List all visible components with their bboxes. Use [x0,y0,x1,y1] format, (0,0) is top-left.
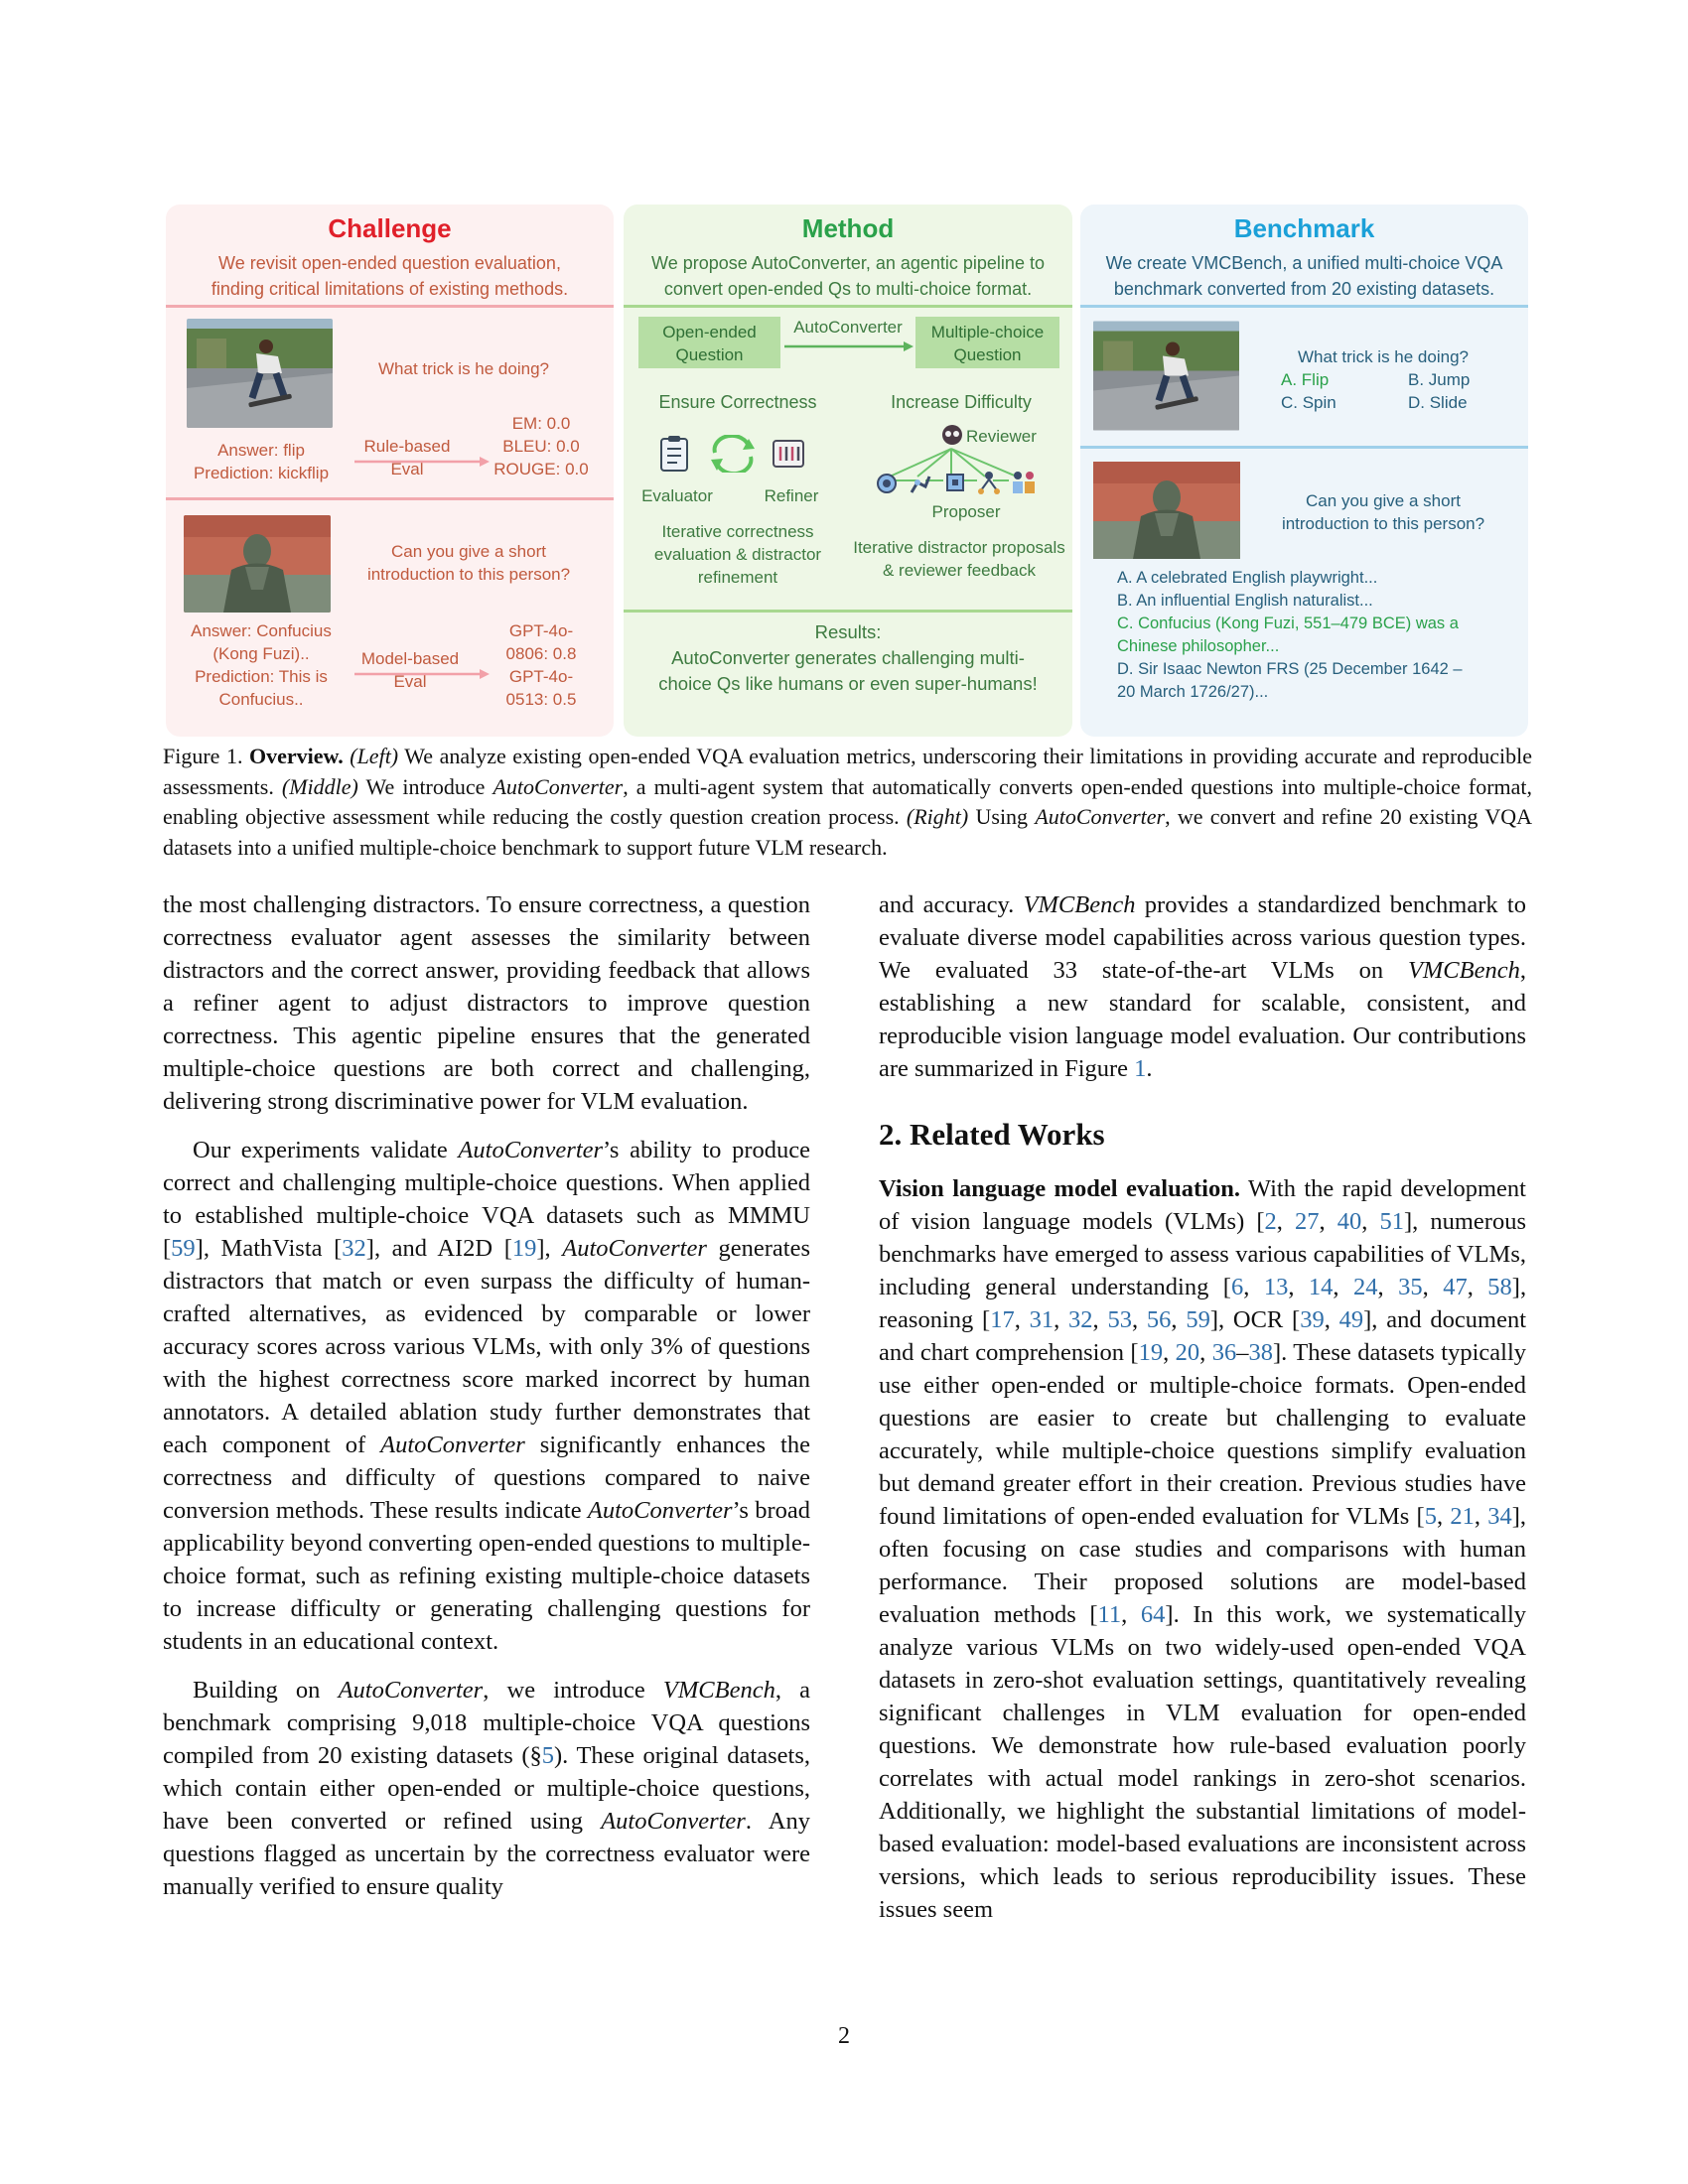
text-run: , a multi-agent system that automatically converts open-ended questions into multiple-choice format, enabling objective assessment while reducing the costly question creation process. [163,773,1533,829]
citation-link[interactable]: 31 [1029,1306,1055,1333]
proposer-label: Proposer [931,502,1001,521]
ex1-metrics: EM: 0.0 BLEU: 0.0 ROUGE: 0.0 [493,414,589,478]
text-run: ]. In this work, we systematically analyze various VLMs on two widely-used open-ended VQA datasets in zero-shot evaluation settings, quantitatively revealing significant challenges in VLM evaluation for open-ended questions. We demonstrate how rule-based evaluation poorly correlates with actual model rankings in zero-shot scenarios. Additionally, we highlight the substantial limitations of model-based evaluation: model-based evaluations are inconsistent across versions, which leads to serious reproducibility issues. These issues seem [879,1601,1526,1923]
ensure-correctness-title: Ensure Correctness [658,392,817,412]
citation-link[interactable]: 59 [1186,1306,1210,1333]
refresh-cycle-icon [705,435,761,473]
confucius-statue-photo [184,515,331,613]
text-run: (Left) [350,744,399,768]
citation-link[interactable]: 14 [1308,1274,1334,1300]
text-run: ). These original datasets, which contain either open-ended or multiple-choice questions, have been converted or refined using [163,1742,810,1835]
citation-link[interactable]: 11 [1097,1601,1122,1628]
q2-question: Can you give a short introduction to this person? [1281,491,1485,533]
text-run: , we convert and refine 20 existing VQA datasets into a unified multiple-choice benchmark to support future VLM research. [163,804,1533,860]
text-run: AutoConverter [1035,804,1166,829]
q1-option-a: A. Flip [1281,370,1330,389]
citation-link[interactable]: 5 [541,1742,555,1769]
text-run: ’s broad applicability beyond converting open-ended questions to multiple-choice format, such as refining existing multiple-choice datasets to increase difficulty or generating challenging questions for students in an educational context. [163,1497,810,1655]
citation-link[interactable]: 5 [1424,1503,1437,1530]
citation-link[interactable]: 19 [511,1235,537,1262]
text-run: We analyze existing open-ended VQA evaluation metrics, underscoring their limitations in providing accurate and reproducible assessments. [163,744,1533,799]
text-run: ], often focusing on case studies and comparisons with human performance. Their proposed solutions are model-based evaluation methods [ [879,1503,1526,1628]
text-run: (Middle) [281,773,358,799]
q2-option-b: B. An influential English naturalist... [1117,592,1373,610]
network-icon [977,471,1001,496]
q2-option-d-cont: 20 March 1726/27)... [1117,683,1269,701]
text-run: AutoConverter [587,1497,733,1524]
citation-link[interactable]: 39 [1300,1306,1325,1333]
text-run: ’s ability to produce correct and challenging multiple-choice questions. When applied to established multiple-choice VQA datasets such as MMMU [ [163,1137,810,1262]
text-run: and accuracy. [879,891,1024,918]
citation-link[interactable]: 35 [1398,1274,1423,1300]
rule-based-eval-label: Rule-based Eval [363,437,451,478]
paragraph [879,888,1526,1085]
method-title: Method [801,213,895,243]
ex2-answer: Answer: Confucius (Kong Fuzi).. Prediction: This is Confucius.. [191,621,332,709]
text-run: AutoConverter [458,1137,604,1163]
citation-link[interactable]: 6 [1230,1274,1244,1300]
text-run: AutoConverter [380,1432,525,1458]
challenge-subtitle: We revisit open-ended question evaluation, finding critical limitations of existing methods. [211,253,569,299]
text-run: ], [536,1235,563,1262]
text-run: ], and document and chart comprehension [ [879,1306,1526,1366]
paragraph: Vision language model evaluation. With the rapid development of vision language models (VLMs) [2, 27, 40, 51], numerous benchmarks have emerged to assess various capabilities of VLMs, including general understanding [6, 13, 14, 24, 35, 47, 58], reasoning [17, 31, 32, 53, 56, 59], OCR [39, 49], and document and chart comprehension [19, 20, 36–38]. These datasets typically use either open-ended or multiple-choice formats. Open-ended questions are easier to create but challenging to evaluate accurately, while multiple-choice questions simplify evaluation but demand greater effort in their creation. Previous studies have found limitations of open-ended evaluation for VLMs [5, 21, 34], often focusing on case studies and comparisons with human performance. Their proposed solutions are model-based evaluation methods [11, 64]. In this work, we systematically analyze various VLMs on two widely-used open-ended VQA datasets in zero-shot evaluation settings, quantitatively revealing significant challenges in VLM evaluation for open-ended questions. We demonstrate how rule-based evaluation poorly correlates with actual model rankings in zero-shot scenarios. Additionally, we highlight the substantial limitations of model-based evaluation: model-based evaluations are inconsistent across versions, which leads to serious reproducibility issues. These issues seem [879,1175,1527,1923]
team-icon [1009,469,1039,496]
model-based-eval-label: Model-based Eval [360,649,460,691]
citation-link[interactable]: 13 [1263,1274,1289,1300]
text-run: ], reasoning [ [879,1274,1527,1333]
citation-link[interactable]: 38 [1248,1339,1273,1366]
citation-link[interactable]: 59 [171,1235,196,1262]
rule-eval-arrow [352,455,492,469]
autoconverter-arrow-label: AutoConverter [793,318,903,337]
text-run: significantly enhances the correctness and difficulty of questions compared to naive conversion methods. These results indicate [163,1432,810,1524]
paragraph [163,1134,810,1658]
text-run: provides a standardized benchmark to evaluate diverse model capabilities across various question types. We evaluated 33 state-of-the-art VLMs on [879,891,1526,984]
reviewer-label: Reviewer [966,427,1037,446]
autoconverter-arrow [782,340,915,353]
increase-difficulty-title: Increase Difficulty [891,392,1032,412]
citation-link[interactable]: 34 [1487,1503,1512,1530]
method-divider [624,305,1072,308]
multiple-choice-question-box: Multiple-choice Question [915,317,1059,368]
benchmark-divider-2 [1080,446,1528,449]
benchmark-title: Benchmark [1233,213,1375,243]
robot-arm-icon [908,471,933,496]
text-run: Vision language model evaluation. [879,1175,1240,1202]
q2-options [1117,567,1514,704]
chip-icon [943,471,967,496]
citation-link[interactable]: 40 [1336,1208,1362,1235]
q2-option-a: A. A celebrated English playwright... [1117,569,1378,587]
text-run: Our experiments validate [193,1137,459,1163]
q1-option-d: D. Slide [1408,393,1468,412]
method-panel [624,205,1072,737]
citation-link[interactable]: 1 [1134,1055,1147,1082]
benchmark-divider [1080,305,1528,308]
figure-caption [163,742,1532,863]
text-run: ], MathVista [ [195,1235,343,1262]
challenge-divider-2 [166,497,614,500]
paragraph: the most challenging distractors. To ensure correctness, a question correctness evaluator agent assesses the similarity between distractors and the correct answer, providing feedback that allows a refiner agent to adjust distractors to improve question correctness. This agentic pipeline ensures that the generated multiple-choice questions are both correct and challenging, delivering strong discriminative power for VLM evaluation. [163,891,810,1115]
results-text: Results: AutoConverter generates challenging multi- choice Qs like humans or even super-humans! [658,621,1038,694]
clipboard-icon [659,435,689,473]
citation-link[interactable]: 64 [1140,1601,1166,1628]
skateboarder-photo [187,319,333,428]
challenge-title: Challenge [328,213,452,243]
text-run: With the rapid development of vision language models (VLMs) [ [879,1175,1526,1235]
text-run: We introduce [357,773,493,799]
model-eval-arrow [352,667,492,681]
citation-link[interactable]: 47 [1443,1274,1468,1300]
ex1-question: What trick is he doing? [378,359,549,378]
evaluator-label: Evaluator [641,486,713,505]
text-run: ], OCR [ [1209,1306,1301,1333]
citation-link[interactable]: 17 [990,1306,1015,1333]
q1-question: What trick is he doing? [1298,347,1469,366]
q2-option-d: D. Sir Isaac Newton FRS (25 December 1642 – [1117,660,1463,678]
reviewer-icon [939,423,965,447]
text-run: AutoConverter [562,1235,707,1262]
citation-link[interactable]: 27 [1295,1208,1320,1235]
text-run: Using [968,804,1036,829]
method-subtitle: We propose AutoConverter, an agentic pipeline to convert open-ended Qs to multi-choice format. [651,253,1045,299]
challenge-panel [166,205,614,737]
section-heading: 2. Related Works [879,1117,1105,1152]
text-run: Overview. [249,744,344,768]
citation-link[interactable]: 53 [1107,1306,1132,1333]
citation-link[interactable]: 32 [342,1235,366,1262]
benchmark-panel [1080,205,1528,737]
citation-link[interactable]: 32 [1068,1306,1093,1333]
text-run: , a benchmark comprising 9,018 multiple-choice VQA questions compiled from 20 existing datasets (§ [163,1677,811,1769]
page-number: 2 [838,2023,850,2049]
text-run: Figure 1. [163,744,243,768]
text-run: ]. These datasets typically use either open-ended or multiple-choice formats. Open-ended questions are easier to create but challenging to evaluate accurately, while multiple-choice questions simplify evaluation but demand greater effort in their creation. Previous studies have found limitations of open-ended evaluation for VLMs [ [879,1339,1527,1530]
text-run: AutoConverter [492,773,624,799]
method-divider-2 [624,610,1072,613]
text-run: , establishing a new standard for scalable, consistent, and reproducible vision language model evaluation. Our contributions are summarized in Figure [879,957,1526,1082]
citation-link[interactable]: 51 [1379,1208,1404,1235]
q1-option-b: B. Jump [1408,370,1471,389]
target-icon [876,473,898,494]
text-run: ], numerous benchmarks have emerged to assess various capabilities of VLMs, including general understanding [ [879,1208,1526,1300]
text-run: VMCBench [662,1677,775,1704]
text-run: . [1146,1055,1153,1082]
text-run: Building on [193,1677,339,1704]
q1-option-c: C. Spin [1281,393,1336,412]
citation-link[interactable]: 24 [1353,1274,1378,1300]
refiner-label: Refiner [764,486,819,505]
text-run: ], and AI2D [ [365,1235,512,1262]
right-column [879,888,1526,1926]
citation-link[interactable]: 21 [1450,1503,1475,1530]
ensure-correctness-description: Iterative correctness evaluation & distractor refinement [653,522,822,587]
text-run: , we introduce [483,1677,663,1704]
ex1-answer: Answer: flip Prediction: kickflip [193,441,330,482]
text-run: AutoConverter [601,1808,746,1835]
citation-link[interactable]: 56 [1146,1306,1172,1333]
open-ended-question-box: Open-ended Question [638,317,780,368]
citation-link[interactable]: 20 [1175,1339,1200,1366]
q2-option-c: C. Confucius (Kong Fuzi, 551–479 BCE) was a [1117,614,1459,632]
paragraph [163,1674,810,1903]
text-run: generates distractors that match or even surpass the difficulty of human-crafted alternatives, as evidenced by comparable or lower accuracy scores across various VLMs, with only 3% of questions with the highest correctness score marked incorrect by human annotators. A detailed ablation study further demonstrates that each component of [163,1235,810,1458]
q2-option-c-cont: Chinese philosopher... [1117,637,1280,655]
text-run: . Any questions flagged as uncertain by the correctness evaluator were manually verified to ensure quality [163,1808,810,1900]
increase-difficulty-description: Iterative distractor proposals & reviewer feedback [853,538,1065,580]
benchmark-subtitle: We create VMCBench, a unified multi-choice VQA benchmark converted from 20 existing datasets. [1105,253,1503,299]
citation-link[interactable]: 58 [1487,1274,1512,1300]
ex2-metrics: GPT-4o- 0806: 0.8 GPT-4o- 0513: 0.5 [505,621,577,709]
sliders-icon [773,439,804,469]
confucius-statue-photo-2 [1093,461,1240,560]
challenge-divider [166,305,614,308]
citation-link[interactable]: 49 [1338,1306,1364,1333]
text-run: VMCBench [1023,891,1136,918]
ex2-question: Can you give a short introduction to this person? [366,542,571,584]
skateboarder-photo-2 [1093,321,1239,431]
text-run: AutoConverter [338,1677,484,1704]
text-run: (Right) [906,804,969,829]
text-run: VMCBench [1407,957,1520,984]
citation-link[interactable]: 2 [1264,1208,1277,1235]
left-column [163,888,810,1903]
citation-link[interactable]: 19 [1138,1339,1164,1366]
citation-link[interactable]: 36 [1211,1339,1237,1366]
